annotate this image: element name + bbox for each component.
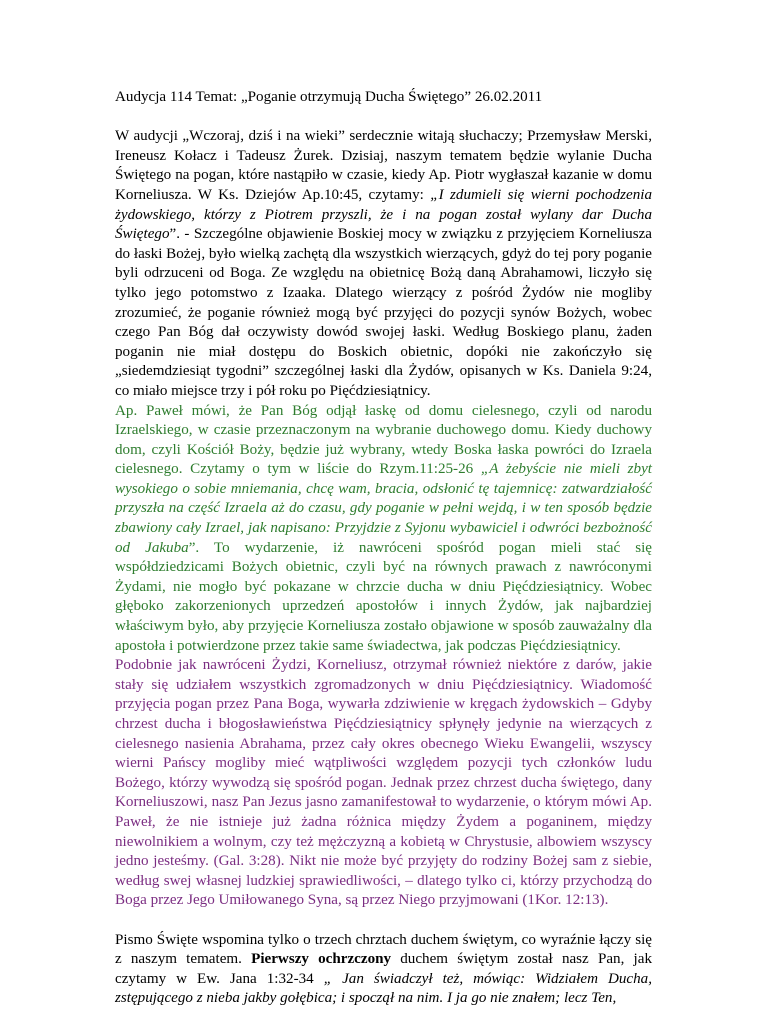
paragraph-cornelius: Podobnie jak nawróceni Żydzi, Korneliusz, otrzymał również niektóre z darów, jakie stały się udziałem wszystkich zgromadzonych w dniu Pięćdziesiątnicy. Wiadomość przyjęcia pogan przez Pana Boga, wywarła zdziwienie w kręgach żydowskich – Gdyby chrzest ducha i błogosławieństwa Pięćdziesiątnicy spłynęły jedynie na wierzących z cielesnego nasienia Abrahama, przez cały okres obecnego Wieku Ewangelii, wszyscy wierni Pańscy mogliby mieć wątpliwości względem pozycji tych członków ludu Bożego, którzy wywodzą się spośród pogan. Jednak przez chrzest ducha świętego, dany Korneliuszowi, nasz Pan Jezus jasno zamanifestował to wydarzenie, o którym mówi Ap. Paweł, że nie istnieje już żadna różnica między Żydem a poganinem, między niewolnikiem a wolnym, czy też mężczyzną a kobietą w Chrystusie, albowiem wszyscy jedno jesteśmy. (Gal. 3:28). Nikt nie może być przyjęty do rodziny Bożej sam z siebie, według swej własnej ludzkiej sprawiedliwości, – dlatego tylko ci, którzy przychodzą do Boga przez Jego Umiłowanego Syna, są przez Niego przyjmowani (1Kor. 12:13). [115,657,652,909]
paragraph-text: ”. - Szczególne objawienie Boskiej mocy w związku z przyjęciem Korneliusza do łaski Bożej, było wielką zachętą dla wszystkich wierzących, gdyż do tej pory poganie byli odrzuceni od Boga. Ze względu na obietnicę Bożą daną Abrahamowi, liczyło się tylko jego potomstwo z Izaaka. Dlatego wierzący z pośród Żydów nie mogliby zrozumieć, że poganie również mogą być przyjęci do pozycji synów Bożych, wobec czego Pan Bóg dał oczywisty dowód swojej łaski. Według Boskiego planu, żaden poganin nie miał dostępu do Boskich obietnic, dopóki nie zakończyło się „siedemdziesiąt tygodni” szczególnej łaski dla Żydów, opisanych w Ks. Daniela 9:24, co miało miejsce trzy i pół roku po Pięćdziesiątnicy. [115,226,652,399]
document-body [115,88,652,1009]
paragraph-text: duchem świętym został nasz Pan, jak czytamy w Ew. Jana 1:32-34 [115,951,652,987]
paragraph-text: Ap. Paweł mówi, że Pan Bóg odjął łaskę od domu cielesnego, czyli od narodu Izraelskiego, w czasie przeznaczonym na wybranie duchowego domu. Kiedy duchowy dom, czyli Kościół Boży, będzie już wybrany, wtedy Boska łaska powróci do Izraela cielesnego. Czytamy o tym w liście do Rzym.11:25-26 [115,402,652,478]
emphasis-text: Pierwszy ochrzczony [251,951,392,968]
paragraph-text: W audycji „Wczoraj, dziś i na wieki” serdecznie witają słuchaczy; Przemysław Merski, Ireneusz Kołacz i Tadeusz Żurek. Dzisiaj, naszym tematem będzie wylanie Ducha Świętego na pogan, które nastąpiło w czasie, kiedy Ap. Piotr wygłaszał kazanie w domu Korneliusza. W Ks. Dziejów Ap.10:45, czytamy: [115,128,652,203]
paragraph-introduction [115,127,652,401]
bible-quote: „A żebyście nie mieli zbyt wysokiego o sobie mniemania, chcę wam, bracia, odsłonić tę tajemnicę: zatwardziałość przyszła na część Izraela aż do czasu, gdy poganie w pełni wejdą, i w ten sposób będzie zbawiony cały Izrael, jak napisano: Przyjdzie z Syjonu wybawiciel i odwróci bezbożność od Jakuba [115,461,652,556]
paragraph-text: Pismo Święte wspomina tylko o trzech chrztach duchem świętym, co wyraźnie łączy się z naszym tematem. [115,931,652,968]
document-heading: Audycja 114 Temat: „Poganie otrzymują Ducha Świętego” 26.02.2011 [115,89,543,105]
paragraph-three-baptisms [115,931,652,1009]
bible-quote: „I zdumieli się wierni pochodzenia żydowskiego, którzy z Piotrem przyszli, że i na pogan został wylany dar Ducha Świętego [115,186,652,243]
bible-quote: „ Jan świadczył też, mówiąc: Widziałem Ducha, zstępującego z nieba jakby gołębica; i spoczął na nim. I ja go nie znałem; lecz Ten, [115,970,652,1007]
paragraph-text: ”. To wydarzenie, iż nawróceni spośród pogan mieli stać się współdziedzicami Bożych obietnic, czyli być na równych prawach z nawróconymi Żydami, nie mogło być pokazane w chrzcie ducha w dniu Pięćdziesiątnicy. Wobec głęboko zakorzenionych uprzedzeń apostołów i innych Żydów, jak najbardziej właściwym było, aby przyjęcie Korneliusza zostało objawione w sposób zauważalny dla apostoła i potwierdzone przez takie same świadectwa, jak podczas Pięćdziesiątnicy. [115,539,652,654]
paragraph-paul-romans [115,402,652,657]
